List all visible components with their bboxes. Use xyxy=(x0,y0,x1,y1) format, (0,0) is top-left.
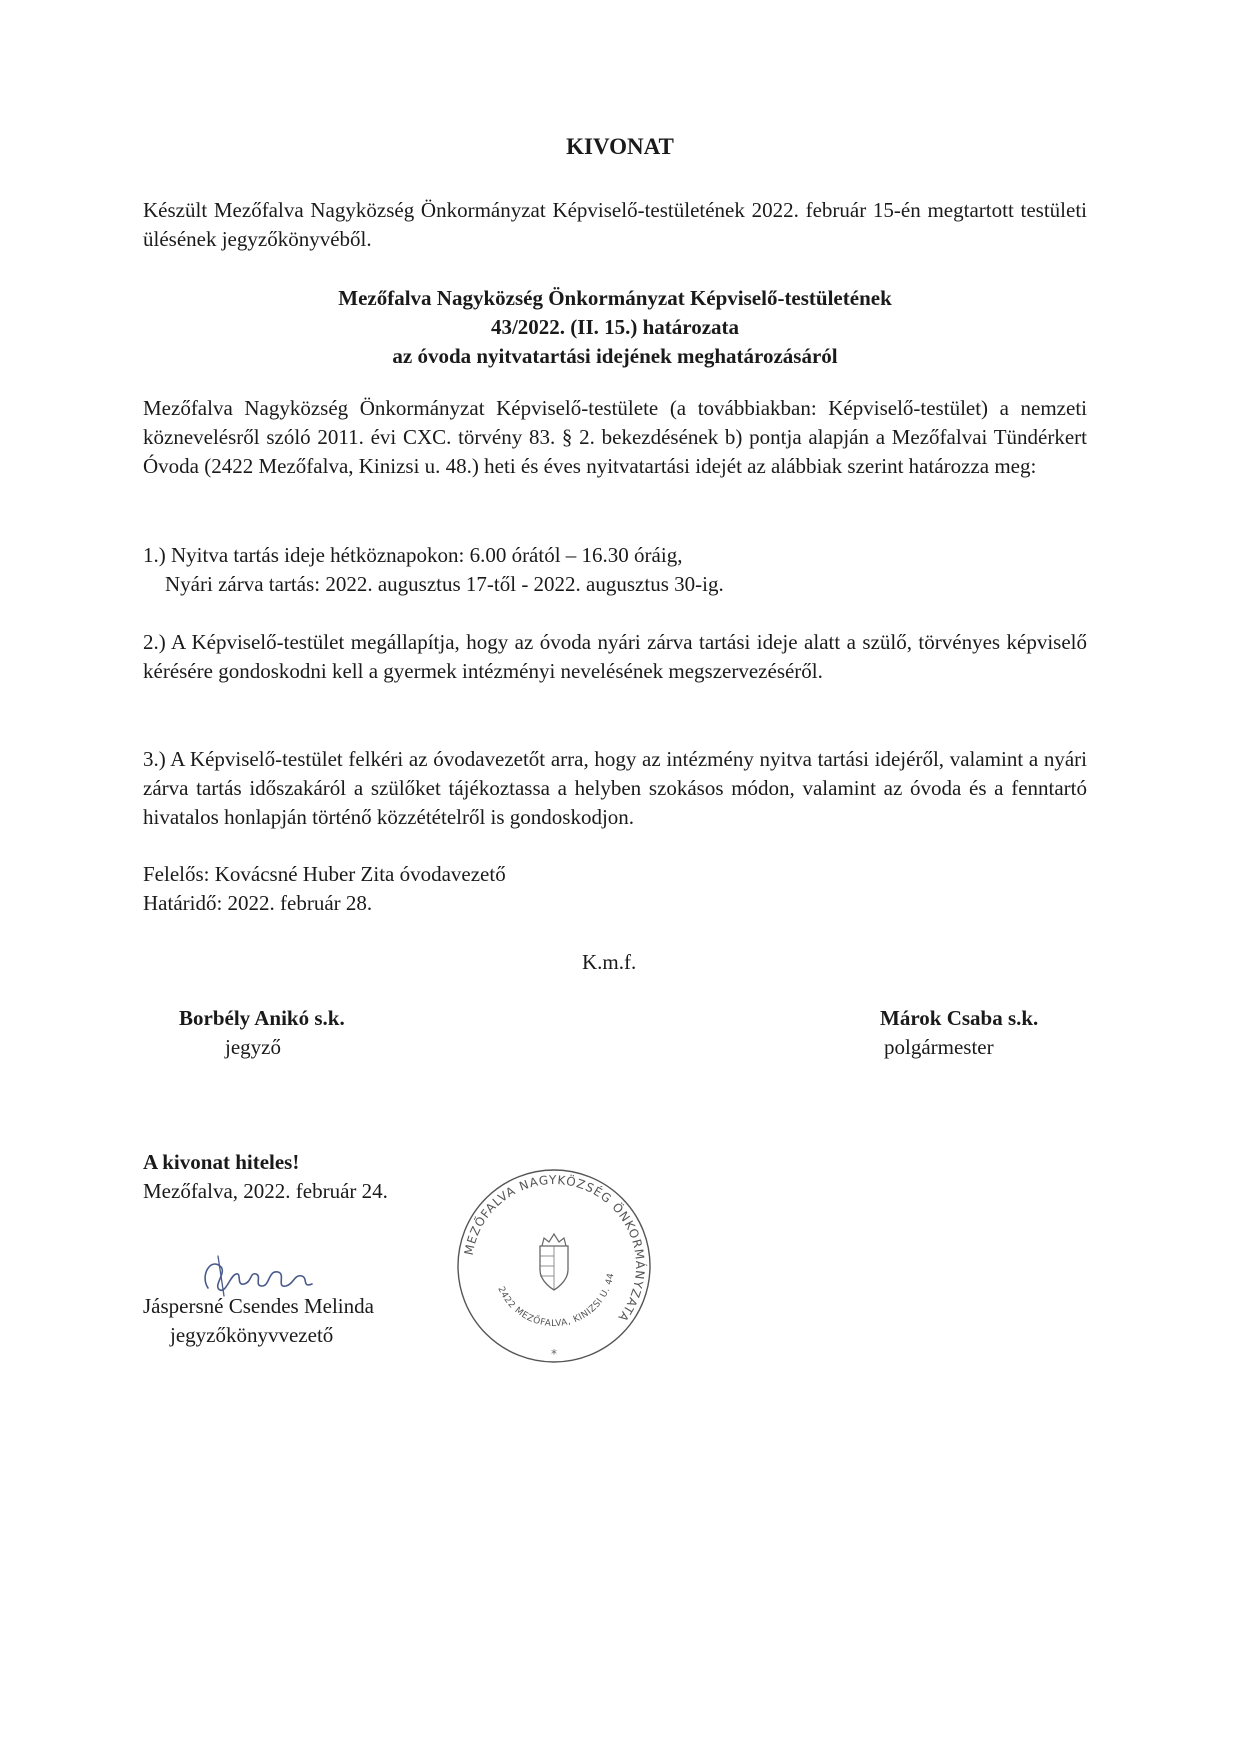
signatory-right-role: polgármester xyxy=(884,1035,994,1059)
authentication-block xyxy=(143,1148,388,1206)
svg-text:2422 MEZŐFALVA, KINIZSI U. 44 xyxy=(495,1272,616,1329)
resolution-heading-line2: 43/2022. (II. 15.) határozata xyxy=(490,315,740,339)
signatory-right xyxy=(880,1004,1038,1062)
official-seal xyxy=(454,1166,654,1366)
point-3: 3.) A Képviselő-testület felkéri az óvodavezetőt arra, hogy az intézmény nyitva tartási idejéről, valamint a nyári zárva tartás időszakáról a szülőket tájékoztassa a helyben szokásos módon, valamint az óvoda és a fenntartó hivatalos honlapján történő közzétételről is gondoskodjon. xyxy=(143,747,1087,829)
signatory-left-name: Borbély Anikó s.k. xyxy=(179,1006,345,1030)
seal-outer-text: MEZŐFALVA NAGYKÖZSÉG ÖNKORMÁNYZATA xyxy=(461,1172,648,1325)
resolution-heading-line3: az óvoda nyitvatartási idejének meghatározásáról xyxy=(392,344,838,368)
point-1-line2: Nyári zárva tartás: 2022. augusztus 17-től - 2022. augusztus 30-ig. xyxy=(165,572,724,596)
signatory-left xyxy=(179,1004,345,1062)
resolution-heading-line1: Mezőfalva Nagyközség Önkormányzat Képviselő-testületének xyxy=(338,286,892,310)
seal-star: * xyxy=(551,1347,557,1361)
point-1-line1: 1.) Nyitva tartás ideje hétköznapokon: 6.00 órától – 16.30 óráig, xyxy=(143,543,683,567)
deadline-line: Határidő: 2022. február 28. xyxy=(143,891,373,915)
coat-of-arms-icon xyxy=(540,1234,568,1290)
signatory-left-role: jegyző xyxy=(225,1035,281,1059)
responsible-line: Felelős: Kovácsné Huber Zita óvodavezető xyxy=(143,862,506,886)
body-paragraph: Mezőfalva Nagyközség Önkormányzat Képviselő-testülete (a továbbiakban: Képviselő-testület) a nemzeti köznevelésről szóló 2011. évi CXC. törvény 83. § 2. bekezdésének b) pontja alapján a Mezőfalvai Tündérkert Óvoda (2422 Mezőfalva, Kinizsi u. 48.) heti és éves nyitvatartási idejét az alábbiak szerint határozza meg: xyxy=(143,396,1087,478)
kmf-label: K.m.f. xyxy=(582,950,637,974)
signatory-right-name: Márok Csaba s.k. xyxy=(880,1006,1039,1030)
recorder-block xyxy=(143,1292,374,1350)
recorder-name: Jáspersné Csendes Melinda xyxy=(143,1294,374,1318)
recorder-role: jegyzőkönyvvezető xyxy=(170,1323,334,1347)
responsible-block xyxy=(143,860,743,918)
place-date: Mezőfalva, 2022. február 24. xyxy=(143,1179,388,1203)
document-title: KIVONAT xyxy=(566,134,674,159)
point-2: 2.) A Képviselő-testület megállapítja, hogy az óvoda nyári zárva tartási ideje alatt a szülő, törvényes képviselő kérésére gondoskodni kell a gyermek intézményi nevelésének megszervezéséről. xyxy=(143,630,1087,683)
point-1 xyxy=(143,541,1087,599)
resolution-heading xyxy=(143,284,1087,371)
intro-paragraph: Készült Mezőfalva Nagyközség Önkormányzat Képviselő-testületének 2022. február 15-én megtartott testületi ülésének jegyzőkönyvéből. xyxy=(143,198,1087,251)
seal-inner-text: 2422 MEZŐFALVA, KINIZSI U. 44 xyxy=(495,1272,617,1330)
authentic-label: A kivonat hiteles! xyxy=(143,1150,300,1174)
